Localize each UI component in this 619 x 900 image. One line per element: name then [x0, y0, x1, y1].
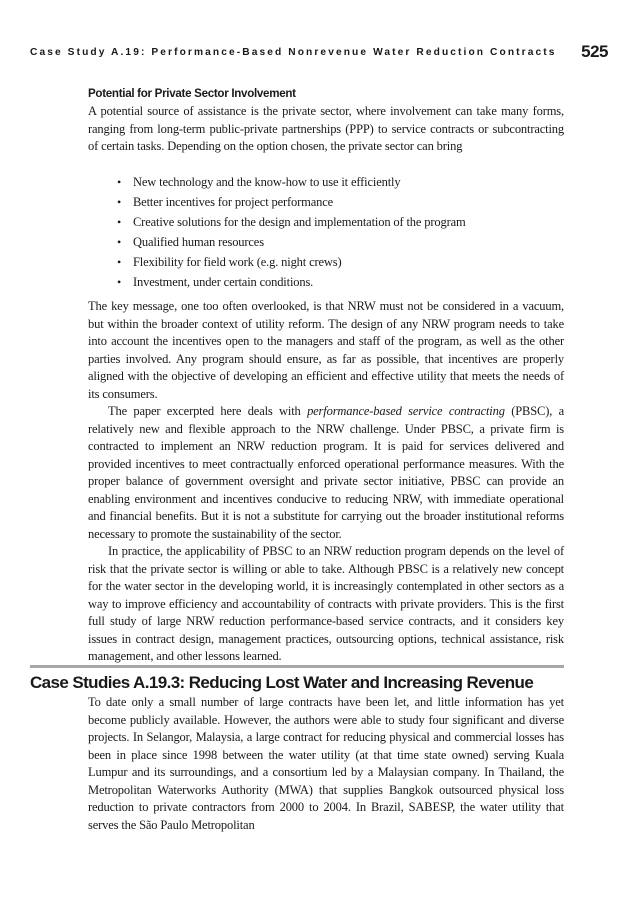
case-study-paragraph: To date only a small number of large contracts have been let, and little information has yet become publicly available. However, the authors were able to study four significant and diverse projects. In Selangor, Malaysia, a large contract for reducing physical and commercial losses has been in place since 1998 between the water utility (at that time state owned) serving Kuala Lumpur and its surroundings, and a consortium led by a Malaysian company. In Thailand, the Metropolitan Waterworks Authority (MWA) that supplies Bangkok outsourced physical loss reduction to private contractors from 2000 to 2004. In Brazil, SABESP, the water utility that serves the São Paulo Metropolitan: [88, 695, 564, 832]
intro-paragraph: A potential source of assistance is the private sector, where involvement can take many forms, ranging from long-term public-private partnerships (PPP) to service contracts or subcontracting of certain tasks. Depending on the option chosen, the private sector can bring: [88, 104, 564, 153]
key-message-paragraph: The key message, one too often overlooked, is that NRW must not be considered in a vacuum, but within the broader context of utility reform. The design of any NRW program needs to take into account the incentives open to the managers and staff of the program, as well as the other parties involved. Any program should ensure, as far as possible, that incentives are properly aligned with the objective of developing an efficient and effective utility that meets the needs of its consumers.: [88, 299, 564, 401]
private-sector-section: [88, 85, 564, 156]
list-item: • Better incentives for project performance: [117, 192, 564, 212]
page-number: 525: [581, 42, 608, 61]
benefits-list: [117, 172, 564, 292]
section-title: Case Studies A.19.3: Reducing Lost Water and Increasing Revenue: [30, 673, 534, 692]
list-item: • New technology and the know-how to use it efficiently: [117, 172, 564, 192]
running-head: Case Study A.19: Performance-Based Nonrevenue Water Reduction Contracts: [30, 47, 557, 58]
case-study-body: [88, 694, 564, 834]
benefits-list-container: [117, 172, 564, 292]
pbsc-term: performance-based service contracting: [307, 404, 505, 418]
section-divider: [30, 665, 564, 668]
list-item: • Creative solutions for the design and implementation of the program: [117, 212, 564, 232]
body-text: [88, 298, 564, 666]
list-item: • Flexibility for field work (e.g. night crews): [117, 252, 564, 272]
practice-paragraph: In practice, the applicability of PBSC to an NRW reduction program depends on the level of risk that the private sector is willing or able to take. Although PBSC is a relatively new concept for the water sector in the developing world, it is increasingly contemplated in other sectors as a way to improve efficiency and accountability of contracts with private providers. This is the first full study of large NRW reduction performance-based service contracts, and it considers key issues in contract design, management practices, outsourcing options, technical assistance, risk management, and other lessons learned.: [88, 544, 564, 663]
pbsc-text-start: The paper excerpted here deals with: [108, 404, 308, 418]
pbsc-text-end: (PBSC), a relatively new and flexible approach to the NRW challenge. Under PBSC, a private firm is contracted to implement an NRW reduction program. It is paid for services delivered and provided incentives to meet contractually enforced operational performance measures. With the proper balance of government oversight and private sector initiative, PBSC can provide an enabling environment and incentives conducive to reducing NRW, with immediate operational and financial benefits. But it is not a substitute for carrying out the broader institutional reforms necessary to promote the sustainability of the sector.: [88, 404, 564, 541]
subsection-heading: Potential for Private Sector Involvement: [88, 87, 296, 100]
pbsc-paragraph: [88, 403, 564, 543]
list-item: • Qualified human resources: [117, 232, 564, 252]
list-item: • Investment, under certain conditions.: [117, 272, 564, 292]
